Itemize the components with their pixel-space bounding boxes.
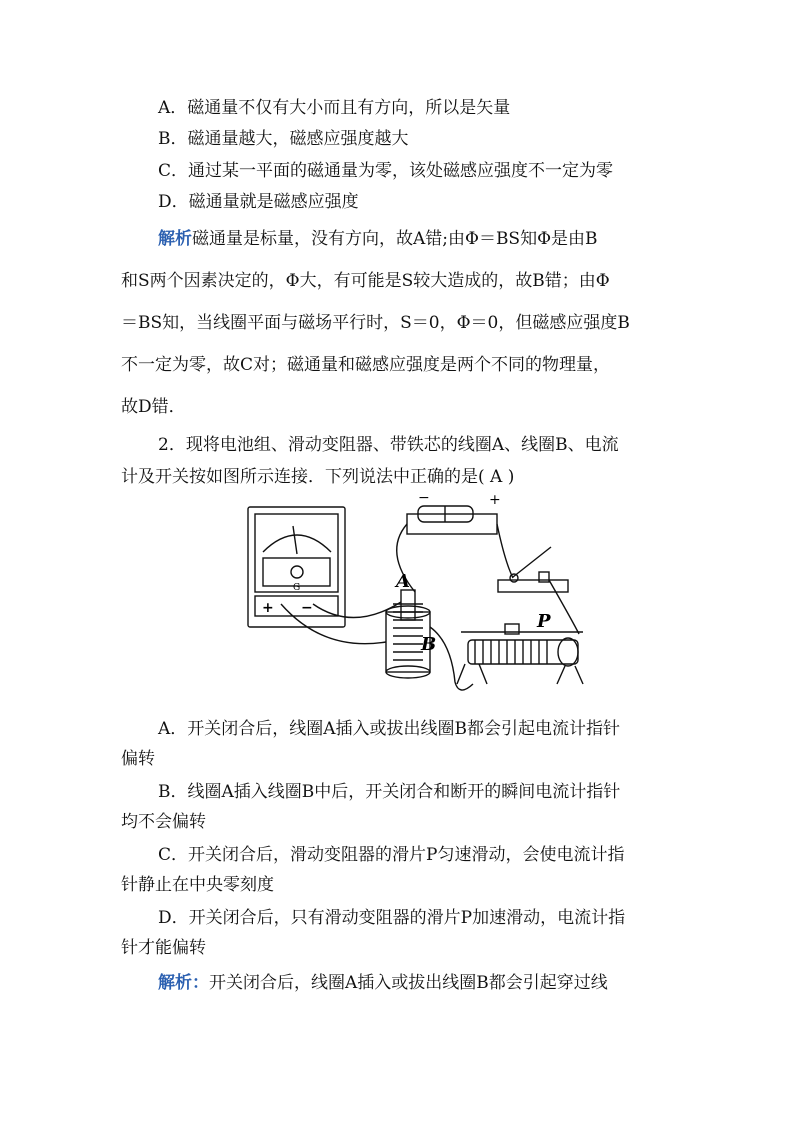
q2-stem-line-1: 2．现将电池组、滑动变阻器、带铁芯的线圈A、线圈B、电流	[158, 435, 619, 455]
meter-minus-label: −	[301, 600, 313, 616]
q1-analysis-line-4: 不一定为零，故C对；磁通量和磁感应强度是两个不同的物理量，	[121, 355, 611, 375]
battery-minus-label: −	[418, 492, 430, 506]
q2-option-c-line-1: C．开关闭合后，滑动变阻器的滑片P匀速滑动，会使电流计指	[158, 845, 625, 865]
analysis-label: 解析	[158, 229, 192, 249]
q1-analysis-line-3: ＝BS知，当线圈平面与磁场平行时，S＝0，Φ＝0，但磁感应强度B	[121, 313, 630, 333]
wire	[430, 627, 473, 690]
battery-plus-label: +	[489, 492, 501, 508]
q1-analysis-line-5: 故D错．	[121, 397, 186, 417]
coil-b-label: B	[421, 634, 437, 655]
analysis-label: 解析：	[158, 973, 209, 993]
q2-option-d-line-1: D．开关闭合后，只有滑动变阻器的滑片P加速滑动，电流计指	[158, 908, 626, 928]
q1-option-c: C．通过某一平面的磁通量为零，该处磁感应强度不一定为零	[158, 161, 614, 181]
q1-analysis-line-1	[158, 228, 598, 250]
q1-analysis-line-2: 和S两个因素决定的，Φ大，有可能是S较大造成的，故B错；由Φ	[121, 271, 610, 291]
analysis-text: 开关闭合后，线圈A插入或拔出线圈B都会引起穿过线	[209, 973, 608, 993]
q2-option-c-line-2: 针静止在中央零刻度	[121, 875, 274, 895]
coil-a-label: A	[396, 571, 410, 592]
q2-stem-line-2: 计及开关按如图所示连接．下列说法中正确的是( A )	[121, 467, 515, 487]
q2-option-a-line-2: 偏转	[121, 749, 155, 769]
q2-option-a-line-1: A．开关闭合后，线圈A插入或拔出线圈B都会引起电流计指针	[158, 719, 621, 739]
q2-option-d-line-2: 针才能偏转	[121, 938, 206, 958]
q1-option-a: A．磁通量不仅有大小而且有方向，所以是矢量	[158, 98, 511, 118]
wire	[497, 524, 513, 578]
rheostat	[457, 624, 583, 684]
galvanometer-g-label: G	[293, 583, 301, 593]
q1-option-b: B．磁通量越大，磁感应强度越大	[158, 129, 409, 149]
q2-analysis-line-1	[158, 972, 608, 994]
meter-plus-label: +	[262, 600, 274, 616]
switch	[498, 547, 568, 592]
circuit-diagram	[243, 492, 588, 702]
battery	[407, 506, 497, 534]
wire	[549, 580, 579, 634]
q1-option-d: D．磁通量就是磁感应强度	[158, 192, 359, 212]
slider-p-label: P	[537, 611, 551, 632]
q2-option-b-line-2: 均不会偏转	[121, 812, 206, 832]
wire	[281, 604, 386, 644]
analysis-text: 磁通量是标量，没有方向，故A错;由Φ＝BS知Φ是由B	[192, 229, 598, 249]
q2-option-b-line-1: B．线圈A插入线圈B中后，开关闭合和断开的瞬间电流计指针	[158, 782, 621, 802]
